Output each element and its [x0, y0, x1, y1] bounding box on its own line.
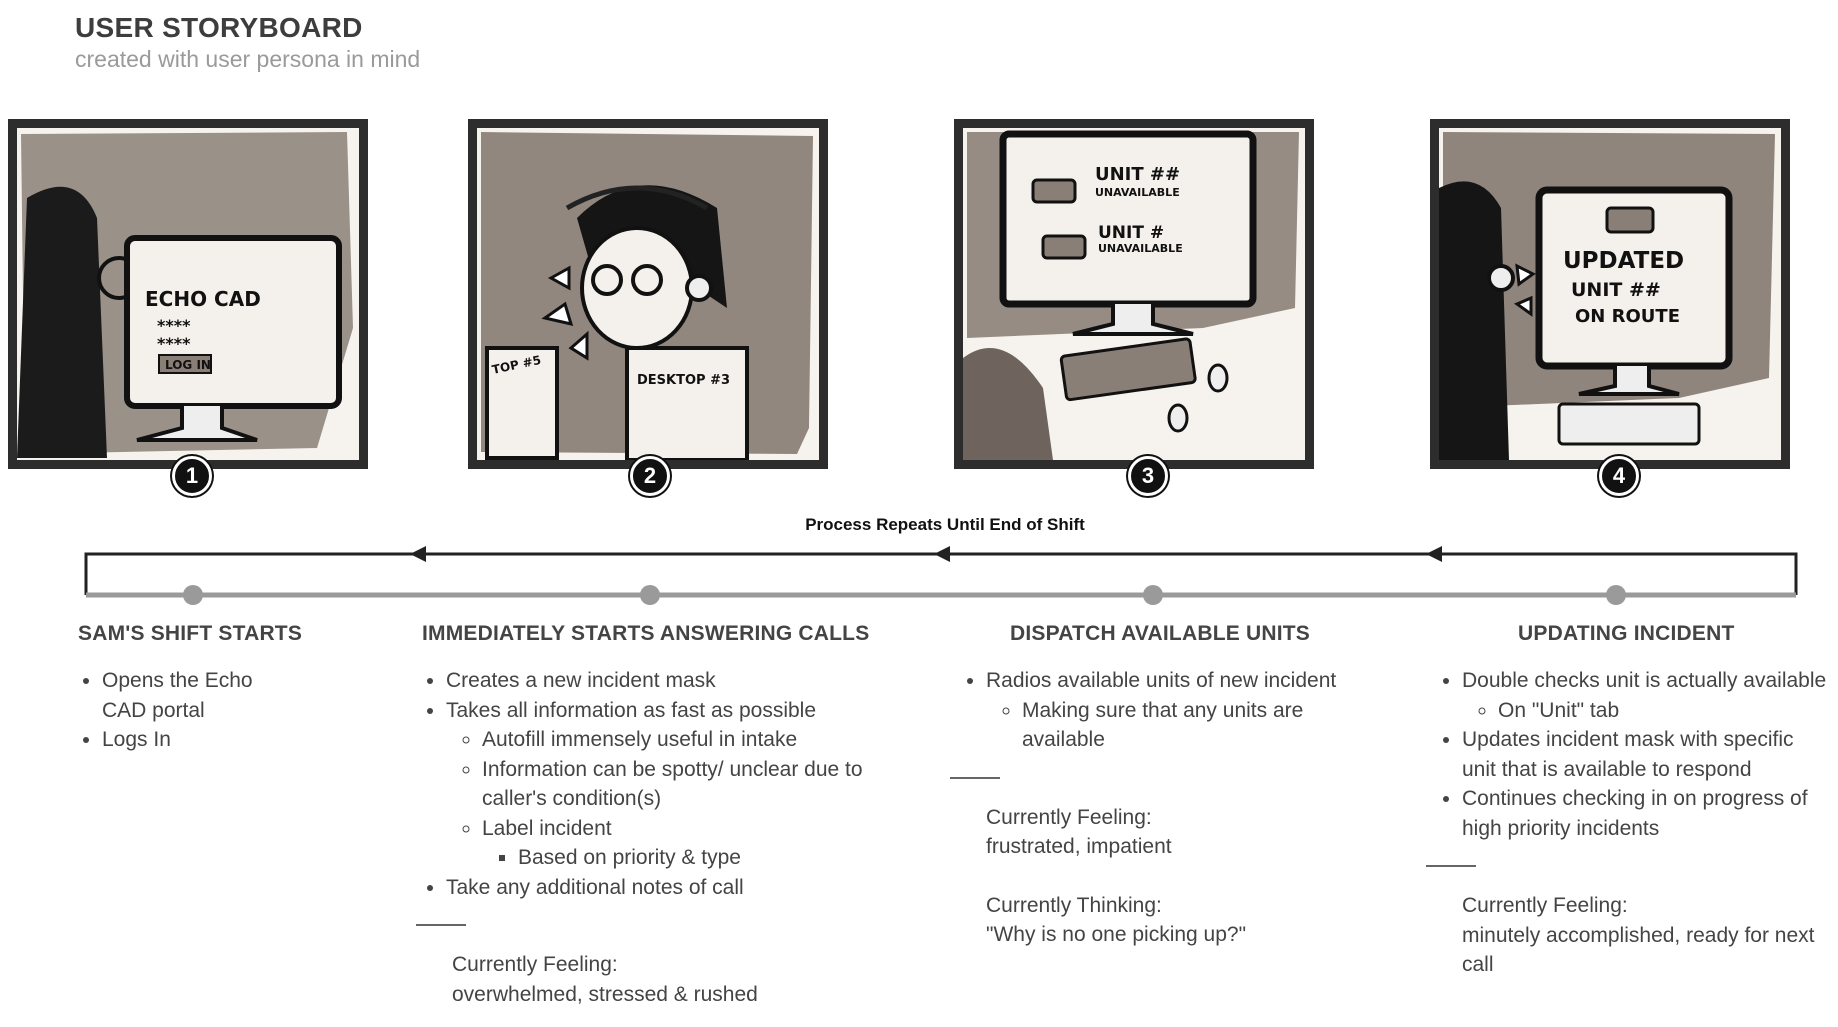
- login-button-sketch: LOG IN: [165, 358, 211, 372]
- storyboard-frame-2: [468, 119, 828, 469]
- feeling-text: overwhelmed, stressed & rushed: [452, 982, 758, 1006]
- list-item-text: Information can be spotty/ unclear due to: [482, 757, 863, 781]
- list-item-text: Label incident: [482, 816, 612, 840]
- frame-badge-3: 3: [1128, 456, 1168, 496]
- feeling-label: Currently Feeling:: [986, 805, 1152, 829]
- list-item: • Creates a new incident mask: [446, 666, 912, 696]
- page-title: USER STORYBOARD: [75, 12, 363, 43]
- monitor-label-right: DESKTOP #3: [637, 373, 731, 388]
- step-1-heading: SAM'S SHIFT STARTS: [78, 622, 303, 645]
- divider: [950, 777, 1000, 779]
- frame-badge-4: 4: [1599, 456, 1639, 496]
- timeline-dot-4: [1606, 585, 1626, 605]
- step-4-heading: UPDATING INCIDENT: [1518, 622, 1735, 645]
- storyboard-frame-1: [8, 119, 368, 469]
- step-3-list: [962, 666, 1402, 755]
- dispatch-screen-line-1: UNIT ##: [1095, 164, 1181, 185]
- list-item-text-cont: CAD portal: [102, 698, 205, 722]
- step-4: [1438, 622, 1833, 980]
- thinking-text: "Why is no one picking up?": [986, 923, 1247, 946]
- sketch-login-illustration: [17, 128, 359, 460]
- loop-arrow-1: [410, 546, 426, 562]
- sketch-dispatch-illustration: [963, 128, 1305, 460]
- feeling-text-cont: call: [1462, 953, 1494, 976]
- list-item: [446, 696, 912, 873]
- process-repeat-label: Process Repeats Until End of Shift: [805, 515, 1085, 534]
- step-3-heading: DISPATCH AVAILABLE UNITS: [1010, 622, 1310, 645]
- dispatch-screen-line-3: UNIT #: [1098, 223, 1165, 243]
- list-item: [1462, 784, 1833, 843]
- list-item: [102, 666, 378, 725]
- monitor-label-left: TOP #5: [490, 352, 543, 377]
- list-item-text: Double checks unit is actually available: [1462, 669, 1827, 692]
- list-item: • Logs In: [102, 725, 378, 755]
- frame-badge-1: 1: [172, 456, 212, 496]
- list-item: [986, 666, 1402, 755]
- list-item: [1022, 696, 1402, 755]
- list-item: ◦ On "Unit" tab: [1498, 696, 1833, 726]
- feeling-text: frustrated, impatient: [986, 835, 1172, 858]
- list-item-text-cont: unit that is available to respond: [1462, 757, 1752, 781]
- storyboard-frame-3: [954, 119, 1314, 469]
- update-screen-line-2: UNIT ##: [1571, 279, 1661, 301]
- thinking-label: Currently Thinking:: [986, 893, 1162, 917]
- list-item: [482, 814, 912, 873]
- list-item: ◦ Autofill immensely useful in intake: [482, 725, 912, 755]
- list-item-text: Making sure that any units are: [1022, 698, 1304, 722]
- list-item-text: Radios available units of new incident: [986, 669, 1337, 692]
- list-item: [1462, 666, 1833, 725]
- step-2: [422, 622, 912, 1009]
- storyboard-frame-4: [1430, 119, 1790, 469]
- list-item: ▪ Based on priority & type: [518, 843, 912, 873]
- step-4-list: [1438, 666, 1833, 843]
- feeling-label: Currently Feeling:: [1462, 894, 1628, 917]
- process-timeline: [0, 535, 1838, 605]
- sketch-update-illustration: [1439, 128, 1781, 460]
- list-item-text-cont: available: [1022, 728, 1105, 751]
- loop-arrow-2: [934, 546, 950, 562]
- step-2-heading: IMMEDIATELY STARTS ANSWERING CALLS: [422, 622, 870, 645]
- update-screen-line-3: ON ROUTE: [1575, 306, 1680, 327]
- list-item-text: Takes all information as fast as possible: [446, 698, 817, 722]
- timeline-dot-1: [183, 585, 203, 605]
- list-item: • Take any additional notes of call: [446, 873, 912, 903]
- step-1: [78, 622, 378, 755]
- feeling-text-line: minutely accomplished, ready for next: [1462, 923, 1815, 947]
- list-item-text-cont: high priority incidents: [1462, 816, 1660, 840]
- frame-badge-2: 2: [630, 456, 670, 496]
- list-item-text-cont: caller's condition(s): [482, 787, 662, 810]
- timeline-dot-3: [1143, 585, 1163, 605]
- list-item-text: Updates incident mask with specific: [1462, 728, 1794, 751]
- step-3: [962, 622, 1402, 950]
- feeling-text: [1438, 921, 1833, 980]
- dispatch-screen-line-2: UNAVAILABLE: [1095, 186, 1180, 199]
- dispatch-screen-line-4: UNAVAILABLE: [1098, 242, 1183, 255]
- page-subtitle: created with user persona in mind: [75, 46, 421, 72]
- timeline-dot-2: [640, 585, 660, 605]
- feeling-label: Currently Feeling:: [452, 953, 618, 976]
- list-item-text: Opens the Echo: [102, 669, 253, 692]
- list-item: [1462, 725, 1833, 784]
- screen-text-2: ****: [157, 316, 191, 335]
- loop-arrow-3: [1426, 546, 1442, 562]
- screen-text-1: ECHO CAD: [145, 287, 261, 311]
- list-item-text: Continues checking in on progress of: [1462, 787, 1808, 810]
- step-1-list: [78, 666, 378, 755]
- sketch-call-illustration: [477, 128, 819, 460]
- list-item: [482, 755, 912, 814]
- step-2-list: [422, 666, 912, 902]
- divider: [416, 924, 466, 926]
- update-screen-line-1: UPDATED: [1563, 248, 1685, 274]
- divider: [1426, 865, 1476, 867]
- screen-text-3: ****: [157, 334, 191, 353]
